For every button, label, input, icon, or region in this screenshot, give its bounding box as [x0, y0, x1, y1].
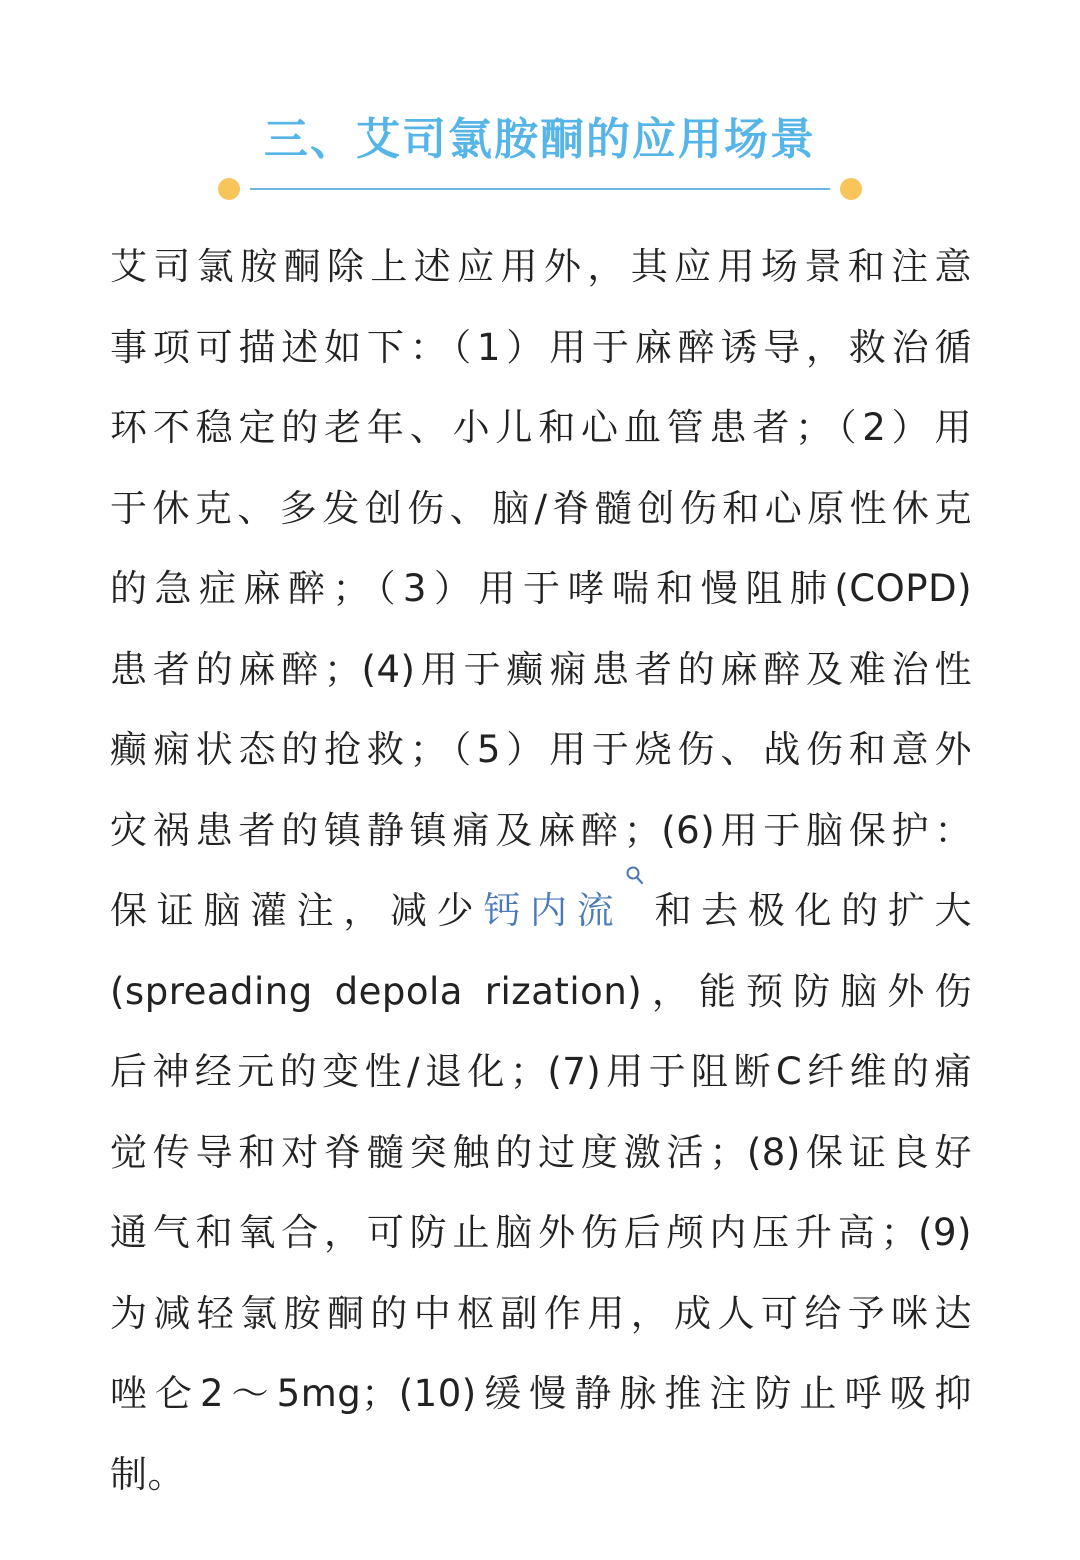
body-text-segment: 保证脑灌注，减少 [110, 889, 484, 932]
body-line: 艾司氯胺酮除上述应用外，其应用场景和注意 [110, 245, 972, 288]
body-text-segment: 和去极化的扩大 [645, 889, 973, 932]
divider-line [250, 188, 830, 190]
body-line: 制。 [110, 1452, 185, 1496]
body-paragraph [110, 227, 972, 1515]
search-icon[interactable] [625, 871, 645, 897]
body-line: 通气和氧合，可防止脑外伤后颅内压升高；(9) [110, 1211, 972, 1254]
body-line: 癫痫状态的抢救；（5）用于烧伤、战伤和意外 [110, 728, 972, 771]
body-line: 唑仑2～5mg；(10)缓慢静脉推注防止呼吸抑 [110, 1372, 972, 1415]
body-line: 事项可描述如下：（1）用于麻醉诱导，救治循 [110, 325, 972, 369]
body-line: 为减轻氯胺酮的中枢副作用，成人可给予咪达 [110, 1291, 972, 1335]
body-line: 后神经元的变性/退化；(7)用于阻断C纤维的痛 [110, 1050, 972, 1093]
body-line: 环不稳定的老年、小儿和心血管患者；（2）用 [110, 406, 972, 449]
body-line: (spreading depola rization)，能预防脑外伤 [110, 969, 972, 1013]
keyword-link[interactable]: 钙内流 [483, 889, 624, 932]
body-line: 灾祸患者的镇静镇痛及麻醉；(6)用于脑保护： [110, 808, 972, 852]
body-line: 于休克、多发创伤、脑/脊髓创伤和心原性休克 [110, 486, 972, 530]
body-line: 的急症麻醉；（3）用于哮喘和慢阻肺(COPD) [110, 567, 972, 610]
body-line-with-link [110, 871, 972, 952]
body-line: 患者的麻醉；(4)用于癫痫患者的麻醉及难治性 [110, 647, 972, 691]
title-divider [216, 176, 864, 202]
body-line: 觉传导和对脊髓突触的过度激活；(8)保证良好 [110, 1130, 972, 1174]
divider-dot-left [218, 178, 240, 200]
divider-dot-right [840, 178, 862, 200]
section-title: 三、艾司氯胺酮的应用场景 [264, 114, 816, 165]
